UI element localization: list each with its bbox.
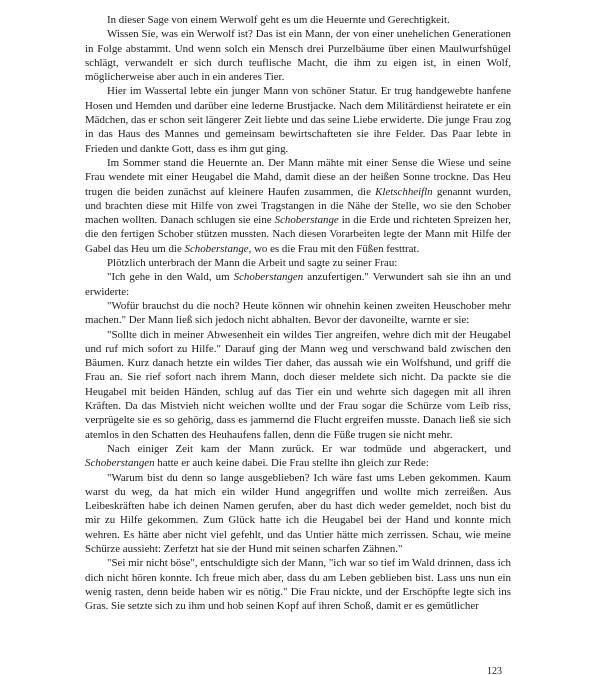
text-run: In dieser Sage von einem Werwolf geht es um die Heuernte und Gerechtigkeit. <box>107 14 450 26</box>
italic-term: Schoberstangen <box>233 271 304 284</box>
text-run: "Ich gehe in den Wald, um <box>107 271 234 284</box>
italic-term: Schoberstange <box>274 214 339 227</box>
text-run: "Warum bist du denn so lange ausgeblieben? Ich wäre fast ums Leben gekommen. Kaum warst du weg, da hat mich ein wilder Hund angegriffen und wollte mich zerreißen. Aus Leibeskräften habe ich deinen Namen gerufen, aber du hast dich weder gemeldet, noch bist du mir zu Hilfe gekommen. Zum Glück hatte ich die Heugabel bei der Hand und konnte mich wehren. Es hätte aber nicht viel gefehlt, und das Untier hätte mich zerrissen. Schau, wie meine Schürze aussieht: Zerfetzt hat sie der Hund mit seinen scharfen Zähnen." <box>85 471 511 555</box>
text-run: genannt wurden, und brachten diese mit Hilfe von zwei Tragstangen in die Nähe der Stelle, wo sie den Schober machen wollten. Danach schlugen sie eine <box>85 185 511 227</box>
paragraph <box>85 84 511 155</box>
paragraph <box>85 156 511 256</box>
paragraph <box>85 328 511 442</box>
paragraph <box>85 27 511 84</box>
italic-term: Schoberstangen <box>85 457 155 470</box>
text-run: Hier im Wassertal lebte ein junger Mann von schöner Statur. Er trug handgewebte hanfene Hosen und Hemden und darüber eine lederne Brustjacke. Nach dem Militärdienst heiratete er ein Mädchen, das er schon seit längerer Zeit liebte und das seine Liebe erwiderte. Die junge Frau zog in das Haus des Mannes und gemeinsam bewirtschafteten sie ihre Felder. Das Paar lebte in Frieden und dankte Gott, dass es ihm gut ging. <box>85 85 511 155</box>
paragraph <box>85 299 511 328</box>
text-run: Nach einiger Zeit kam der Mann zurück. Er war todmüde und abgerackert, und <box>107 442 511 455</box>
text-run: hatte er auch keine dabei. Die Frau stellte ihn gleich zur Rede: <box>154 457 429 470</box>
text-run: Wissen Sie, was ein Werwolf ist? Das ist ein Mann, der von einer unehelichen Generationen in Folge abstammt. Und wenn solch ein Mensch drei Purzelbäume über einen Maulwurfshügel schlägt, verwandelt er sich durch teuflische Macht, die ihm zu eigen ist, in einen Wolf, möglicherweise aber auch in ein anderes Tier. <box>85 28 511 84</box>
text-run: anzufertigen." Verwundert sah sie ihn an und erwiderte: <box>85 271 511 298</box>
paragraph <box>85 270 511 299</box>
paragraph <box>85 442 511 471</box>
italic-term: Schoberstange <box>184 242 249 255</box>
paragraph <box>85 471 511 557</box>
italic-term: Kletschheifln <box>375 185 433 198</box>
page-number: 123 <box>487 666 502 675</box>
text-run: , wo es die Frau mit den Füßen festtrat. <box>248 242 420 255</box>
paragraph <box>85 256 511 270</box>
paragraph <box>85 13 511 27</box>
text-run: "Wofür brauchst du die noch? Heute können wir ohnehin keinen zweiten Heuschober mehr machen." Der Mann ließ sich jedoch nicht abhalten. Bevor der davoneilte, warnte er sie: <box>85 299 511 327</box>
text-run: "Sollte dich in meiner Abwesenheit ein wildes Tier angreifen, wehre dich mit der Heugabel und ruf mich sofort zu Hilfe." Darauf ging der Mann weg und verschwand bald zwischen den Bäumen. Kurz danach hetzte ein wildes Tier daher, das aussah wie ein Wolfshund, und griff die Frau an. Sie rief sofort nach ihrem Mann, doch dieser meldete sich nicht. Da packte sie die Heugabel mit beiden Händen, schlug auf das Tier ein und wehrte sich dagegen mit all ihren Kräften. Da das Mistvieh nicht weichen wollte und der Frau sogar die Schürze vom Leib riss, verprügelte sie es so gehörig, dass es jammernd die Flucht ergreifen musste. Danach ließ sie sich atemlos in den Schatten des Heuhaufens fallen, denn die Füße trugen sie nicht mehr. <box>85 328 511 441</box>
text-run: "Sei mir nicht böse", entschuldigte sich der Mann, "ich war so tief im Wald drinnen, dass ich dich nicht hören konnte. Ich freue mich aber, dass du am Leben geblieben bist. Lass uns nun ein wenig rasten, denn beide haben wir es nötig." Die Frau nickte, und der Erschöpfte legte sich ins Gras. Sie setzte sich zu ihm und hob seinen Kopf auf ihren Schoß, damit er es gemütlicher <box>85 557 511 613</box>
text-run: Im Sommer stand die Heuernte an. Der Mann mähte mit einer Sense die Wiese und seine Frau wendete mit einer Heugabel die Mahd, damit diese an der heißen Sonne trockne. Das Heu trugen die beiden zunächst auf kleinere Haufen zusammen, die <box>85 156 511 198</box>
text-run: in die Erde und richteten Spreizen her, die den fertigen Schober stützen mussten. Nach diesen Vorarbeiten legte der Mann mit Hilfe der Gabel das Heu um die <box>85 214 511 255</box>
page-body-text <box>85 13 511 613</box>
text-run: Plötzlich unterbrach der Mann die Arbeit und sagte zu seiner Frau: <box>107 257 398 270</box>
paragraph <box>85 556 511 613</box>
